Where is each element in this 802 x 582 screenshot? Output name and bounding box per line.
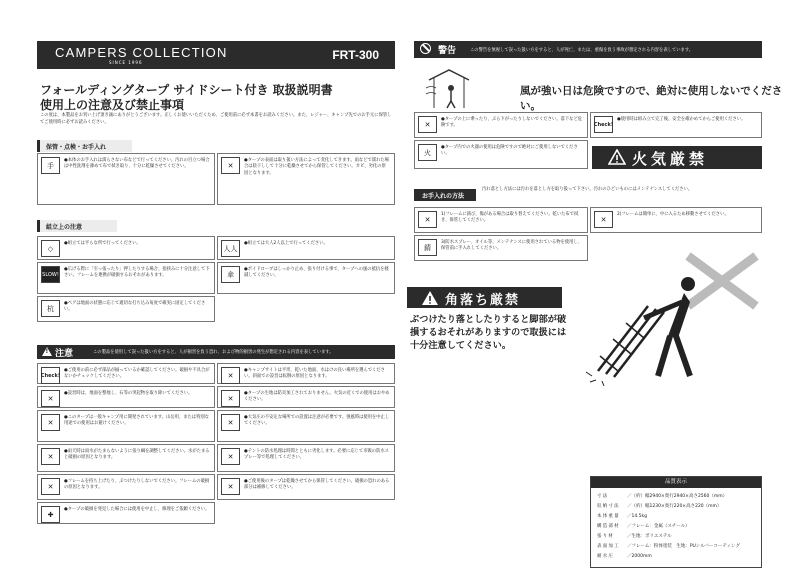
warning-item — [414, 112, 588, 138]
assembly-text: ●ペグは地面の状態に応じて適切な打ち込み角度で確実に固定してください。 — [64, 301, 206, 313]
corner-ban-label: 角落ち厳禁 — [445, 293, 521, 308]
care-item — [590, 207, 762, 233]
assembly-text: ●広げる際に「引っ張ったり」押したりする場合、指挟みに十分注意して下さい。フレームを連携が破損するおそれがあります。 — [64, 267, 210, 279]
spec-value: ／2000mm — [627, 554, 652, 559]
prohibited-icon: ✕ — [221, 414, 240, 431]
warning-bar — [414, 41, 762, 58]
prohibited-icon: ✕ — [41, 414, 60, 431]
manual-title: フォールディングタープ サイドシート付き 取扱説明書 — [40, 83, 333, 97]
spec-row — [597, 523, 690, 529]
spec-key: 本体重量 — [597, 514, 620, 519]
wind-illustration — [424, 68, 474, 110]
assembly-item — [37, 236, 215, 260]
caution-item — [37, 474, 215, 500]
caution-item — [37, 502, 215, 524]
caution-bar — [37, 345, 395, 359]
spec-row — [597, 543, 740, 549]
prohibited-icon: ✕ — [594, 211, 613, 228]
tarp-icon: 傘 — [221, 266, 240, 283]
caution-text: ●設営時は、地面を整地し、石等の突起物を取り除いてください。 — [64, 391, 193, 396]
warning-text: ●タープの上に乗ったり、ぶら下がったりしないでください。落下など危険です。 — [441, 117, 583, 129]
spec-key: 収納寸法 — [597, 504, 620, 509]
check-icon: Check! — [594, 116, 613, 133]
care-heading: お手入れの方法 — [414, 189, 476, 201]
first-aid-icon: ✚ — [41, 506, 60, 523]
caution-item — [217, 474, 395, 500]
model-number: FRT-300 — [332, 48, 379, 62]
caution-text: ●このタープは一般キャンプ用に開発されています。山岳用、または特別な用途での使用はお避けください。 — [64, 415, 209, 427]
caution-item — [37, 444, 215, 472]
prohibited-icon: ✕ — [418, 116, 437, 133]
wind-warning-title: 風が強い日は危険ですので、絶対に使用しないでください。 — [520, 85, 783, 112]
assembly-item — [217, 262, 395, 294]
spec-row — [597, 493, 727, 499]
caution-item — [37, 386, 215, 408]
caution-item — [37, 363, 215, 384]
prohibited-icon — [420, 43, 431, 54]
brand-name: CAMPERS COLLECTION — [55, 45, 228, 60]
spec-key: 寸法 — [597, 494, 609, 499]
assembly-heading: 組立上の注意 — [37, 220, 117, 232]
assembly-text: ●ポイドローブはしっかり止め、張り付ける事で、タープへの風の抵抗を軽減してください。 — [244, 267, 389, 279]
caution-text: ●ご使用後のタープは乾燥させてから保管してください。破損の恐れのある部分は補修してください。 — [244, 479, 390, 491]
spec-value: ／フレーム：金属（スチール） — [627, 524, 690, 529]
caution-text: ●キャンプサイトは平坦、乾いた地面、水はけの良い場所を選んでください。斜面での設営は転倒の原因となります。 — [244, 368, 385, 380]
assembly-item — [217, 236, 395, 260]
warning-text: ●使用時は組み立て完了後、安全を確かめてからご使用ください。 — [617, 117, 746, 122]
assembly-text: ●組立ては平らな所で行ってください。 — [64, 241, 141, 246]
warning-subtitle: この警告を無視して誤った扱い方をすると、人が死亡、または、重傷を負う事故が想定される内容を表しています。 — [470, 48, 694, 53]
spec-title: 品質表示 — [591, 477, 761, 488]
caution-item — [217, 386, 395, 408]
warning-label: 警告 — [438, 46, 457, 56]
spec-key: 表面加工 — [597, 544, 620, 549]
caution-text: ●タープの破損を発見した場合には使用を中止し、修理をご依頼ください。 — [64, 507, 210, 512]
rust-icon: 錆 — [418, 239, 437, 256]
caution-text: ●大気圧の不安定な場所での設置は注意が必要です。強風時は使用を中止してください。 — [244, 415, 390, 427]
maintenance-text: ●タープの表面は取り扱い方法によって変化してきます。雨などで濡れた場合は陰干しして十分に乾燥させてから保管してください。カビ、劣化の原因となります。 — [244, 158, 389, 176]
prohibited-icon: ✕ — [221, 157, 240, 174]
caution-text: ●ご使用の前に必ず部品が揃っているか確認してください。破損や不具合がないかチェックしてください。 — [64, 368, 210, 380]
fire-ban-banner — [592, 146, 762, 169]
maintenance-text: ●本体のお手入れは濡らさない布などで行ってください。汚れの目立つ場合は中性洗剤を薄めて布で拭き取り、十分に乾燥させてください。 — [64, 158, 210, 170]
corner-ban-text: ぶつけたり落としたりすると脚部が破損するおそれがありますので取扱には十分注意してください。 — [410, 314, 567, 351]
manual-subtitle: 使用上の注意及び禁止事項 — [40, 98, 185, 112]
maintenance-heading: 保管・点検・お手入れ — [37, 140, 132, 152]
fire-icon: 火 — [418, 144, 437, 161]
warning-triangle-icon — [608, 149, 626, 165]
caution-item — [217, 410, 395, 442]
slow-icon: SLOW! — [41, 266, 60, 283]
spec-key: 耐水圧 — [597, 554, 615, 559]
assembly-item — [37, 296, 215, 322]
spec-table — [590, 476, 762, 568]
care-text: 2)フレームは簡単に、中に入るため移動させてください。 — [617, 212, 729, 217]
care-text: 1)フレームに錆び、傷がある場合は取り替えてください。乾いた布で拭き、保管してください。 — [441, 212, 579, 224]
check-icon: Check! — [41, 367, 60, 384]
fire-ban-label: 火気厳禁 — [632, 150, 709, 168]
prohibited-icon: ✕ — [221, 367, 240, 384]
care-subtitle: 汚れ落とし方法には汚れを落とし方を取り扱って下さい。汚れのひどいものにはメンテナンスしてください。 — [482, 187, 693, 192]
caution-box — [37, 363, 395, 568]
prohibited-icon: ✕ — [41, 448, 60, 465]
care-item — [414, 207, 588, 233]
brand-bar — [37, 41, 395, 69]
caution-text: ●雨天時は雨水がたまらないように張り綱を調整してください。水がたまると破損の原因となります。 — [64, 449, 210, 461]
caution-item — [217, 363, 395, 384]
caution-label: 注意 — [55, 349, 74, 359]
spec-value: ／フレーム：粉体塗装 生地：PUシルバーコーティング — [627, 544, 740, 549]
spec-value: ／14.5kg — [627, 514, 647, 519]
prohibited-icon: ✕ — [221, 390, 240, 407]
brand-since: SINCE 1996 — [109, 60, 143, 65]
spec-value: ／生地：ポリエステル — [627, 534, 672, 539]
two-people-icon: 人人 — [221, 240, 240, 257]
care-item — [414, 235, 588, 261]
assembly-item — [37, 262, 215, 294]
caution-text: ●テントの防水処理は時間とともに劣化します。必要に応じて市販の防水スプレー等で処理してください。 — [244, 449, 389, 461]
warning-triangle-icon — [421, 290, 439, 306]
caution-subtitle: この製品を使用して誤った扱い方をすると、人が損害を負う恐れ、および物的損害の発生が想定される内容を表しています。 — [93, 350, 334, 355]
hand-icon: 手 — [41, 157, 60, 174]
prohibited-icon: ✕ — [41, 478, 60, 495]
spec-key: 張り材 — [597, 534, 615, 539]
care-text: 3)防水スプレー、オイル等、メンテナンスに使用されている物を使用し、保管前に手入れしてください。 — [441, 240, 583, 252]
spec-row — [597, 553, 652, 559]
spec-row — [597, 513, 647, 519]
warning-item — [414, 140, 588, 169]
peg-icon: 杭 — [41, 300, 60, 317]
caution-text: ●フレームを持ち上げたり、ぶつけたりしないでください。フレームの破損の原因となります。 — [64, 479, 210, 491]
prohibited-icon: ✕ — [221, 478, 240, 495]
spec-key: 構造部材 — [597, 524, 620, 529]
maintenance-item — [37, 153, 215, 205]
spec-value: ／（約）幅2940×奥行2940×高さ2560（mm） — [627, 494, 728, 499]
spec-row — [597, 533, 672, 539]
ground-icon: ◇ — [41, 240, 60, 257]
spec-row — [597, 503, 721, 509]
intro-text: この度は、本製品をお買い上げ頂き誠にありがとうございます。正しくお使いいただくため、ご使用前に必ず本書をお読みください。また、レジャー、キャンプ先でのお手元に保管してご使用時に必ずお読みください。 — [40, 113, 392, 125]
corner-ban-banner — [407, 287, 562, 308]
assembly-text: ●組立ては大人2人以上で行ってください。 — [244, 241, 328, 246]
caution-text: ●タープの生地は防炎加工されておりません。火気の近くでの使用はおやめください。 — [244, 391, 390, 403]
assembly-box — [37, 236, 395, 322]
caution-item — [37, 410, 215, 442]
warning-triangle-icon — [42, 347, 52, 356]
prohibited-icon: ✕ — [221, 448, 240, 465]
prohibited-icon: ✕ — [418, 211, 437, 228]
spec-value: ／（約）幅1230×奥行220×高さ220（mm） — [627, 504, 722, 509]
warning-item — [590, 112, 762, 138]
caution-item — [217, 444, 395, 472]
warning-text: ●タープ内での火器の使用は危険ですので絶対にご使用しないでください。 — [441, 145, 578, 157]
maintenance-box — [37, 153, 395, 205]
maintenance-item — [217, 153, 395, 205]
drop-illustration — [578, 246, 768, 386]
prohibited-icon: ✕ — [41, 390, 60, 407]
